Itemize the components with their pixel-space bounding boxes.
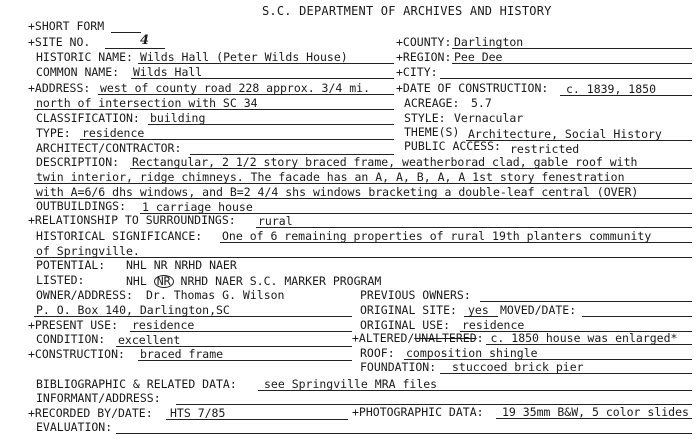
moved-date-label: MOVED/DATE: [500, 303, 577, 317]
evaluation-rule [116, 433, 692, 434]
unaltered-struck: UNALTERED [414, 331, 477, 345]
informant-label: INFORMANT/ADDRESS: [36, 391, 161, 405]
present-use-rule [130, 331, 352, 332]
historic-name-rule [138, 63, 394, 64]
owner-line1: Dr. Thomas G. Wilson [146, 288, 285, 302]
original-site-label: ORIGINAL SITE: [360, 303, 457, 317]
public-access-value: restricted [510, 142, 580, 156]
photographic-data-label: +PHOTOGRAPHIC DATA: [352, 405, 484, 419]
county-rule [452, 48, 692, 49]
potential-options: NHL NR NRHD NAER [126, 258, 237, 272]
classification-value: building [150, 111, 206, 125]
photographic-data-value: 19 35mm B&W, 5 color slides [502, 405, 689, 419]
description-label: DESCRIPTION: [36, 155, 120, 169]
region-value: Pee Dee [454, 50, 503, 64]
themes-label: THEME(S) [404, 125, 460, 139]
county-label: +COUNTY: [396, 35, 452, 49]
historical-significance-line2: of Springville. [36, 244, 140, 258]
outbuildings-value: 1 carriage house [142, 200, 253, 214]
original-site-rule [464, 316, 498, 317]
region-rule [452, 63, 692, 64]
historical-significance-label: HISTORICAL SIGNIFICANCE: [36, 229, 203, 243]
moved-date-rule [582, 316, 692, 317]
county-value: Darlington [454, 35, 524, 49]
roof-value: composition shingle [406, 346, 538, 360]
address-label: +ADDRESS: [28, 81, 91, 95]
altered-value: c. 1850 house was enlarged* [490, 331, 678, 345]
listed-options [126, 275, 381, 288]
region-label: +REGION: [396, 50, 452, 64]
style-value: Vernacular [454, 111, 524, 125]
common-name-rule [131, 78, 394, 79]
description-line3: with A=6/6 dhs windows, and B=2 4/4 shs windows bracketing a double-leaf central (OVER) [36, 185, 639, 199]
description-rule-1 [130, 168, 692, 169]
date-of-construction-value: c. 1839, 1850 [566, 82, 657, 96]
historic-name-label: HISTORIC NAME: [36, 50, 133, 64]
altered-label: +ALTERED/ [352, 331, 415, 345]
recorded-by-label: +RECORDED BY/DATE: [28, 406, 153, 420]
bibliographic-rule [258, 390, 692, 391]
listed-label: LISTED: [36, 273, 85, 287]
historic-name-value: Wilds Hall (Peter Wilds House) [140, 50, 348, 64]
relationship-value: rural [258, 214, 293, 228]
foundation-label: FOUNDATION: [360, 360, 437, 374]
acreage-value: 5.7 [471, 96, 492, 110]
city-rule [440, 78, 692, 79]
type-value: residence [82, 126, 145, 140]
original-use-label: ORIGINAL USE: [360, 318, 451, 332]
site-no-value: 4 [140, 33, 150, 48]
listed-option-nr-circled: NR [154, 275, 174, 288]
bibliographic-label: BIBLIOGRAPHIC & RELATED DATA: [36, 377, 237, 391]
original-site-value: yes [468, 303, 489, 317]
construction-label: +CONSTRUCTION: [28, 347, 125, 361]
site-no-rule [105, 48, 165, 49]
description-line1: Rectangular, 2 1/2 story braced frame, weatherborad clad, gable roof with [132, 155, 638, 169]
short-form-label: +SHORT FORM [28, 19, 105, 33]
roof-label: ROOF: [360, 346, 395, 360]
present-use-label: +PRESENT USE: [28, 318, 119, 332]
site-no-label: +SITE NO. [28, 35, 91, 49]
public-access-label: PUBLIC ACCESS: [404, 139, 501, 153]
photographic-data-rule [496, 418, 692, 419]
relationship-rule [256, 227, 692, 228]
recorded-by-value: HTS 7/85 [170, 406, 226, 420]
architect-label: ARCHITECT/CONTRACTOR: [36, 141, 182, 155]
listed-option-rest: NRHD NAER S.C. MARKER PROGRAM [180, 274, 382, 288]
classification-label: CLASSIFICATION: [36, 111, 140, 125]
city-label: +CITY: [396, 65, 438, 79]
address-rule-2 [34, 109, 394, 110]
relationship-label: +RELATIONSHIP TO SURROUNDINGS: [28, 213, 236, 227]
address-rule-1 [98, 94, 394, 95]
themes-value: Architecture, Social History [468, 127, 662, 141]
original-use-value: residence [462, 318, 525, 332]
page-title: S.C. DEPARTMENT OF ARCHIVES AND HISTORY [262, 4, 552, 18]
description-line2: twin interior, ridge chimneys. The facade has an A, A, B, A, A 1st story fenestration [36, 170, 625, 184]
type-label: TYPE: [36, 126, 71, 140]
owner-label: OWNER/ADDRESS: [36, 288, 133, 302]
description-rule-3 [34, 198, 692, 199]
bibliographic-value: see Springville MRA files [264, 377, 438, 391]
previous-owners-rule [480, 301, 692, 302]
present-use-value: residence [132, 318, 195, 332]
description-rule-2 [34, 183, 692, 184]
evaluation-label: EVALUATION: [36, 420, 113, 434]
foundation-rule [440, 373, 692, 374]
altered-rule [486, 344, 692, 345]
short-form-rule [111, 32, 141, 33]
acreage-label: ACREAGE: [404, 96, 460, 110]
foundation-value: stuccoed brick pier [452, 360, 584, 374]
construction-rule [138, 360, 352, 361]
potential-label: POTENTIAL: [36, 258, 106, 272]
address-value-line1: west of county road 228 approx. 3/4 mi. [100, 81, 371, 95]
listed-option-nhl: NHL [126, 274, 147, 288]
address-value-line2: north of intersection with SC 34 [36, 96, 258, 110]
historical-significance-line1: One of 6 remaining properties of rural 19th planters community [222, 229, 652, 243]
common-name-label: COMMON NAME: [36, 65, 120, 79]
date-of-construction-label: +DATE OF CONSTRUCTION: [396, 81, 549, 95]
outbuildings-label: OUTBUILDINGS: [36, 199, 127, 213]
condition-value: excellent [118, 333, 181, 347]
owner-line2: P. O. Box 140, Darlington,SC [36, 303, 230, 317]
owner-rule-2 [34, 316, 352, 317]
type-rule [80, 139, 394, 140]
date-of-construction-rule [560, 95, 692, 96]
construction-value: braced frame [140, 347, 224, 361]
previous-owners-label: PREVIOUS OWNERS: [360, 288, 471, 302]
condition-label: CONDITION: [36, 332, 106, 346]
common-name-value: Wilds Hall [133, 65, 203, 79]
style-label: STYLE: [404, 111, 446, 125]
classification-rule [148, 124, 394, 125]
historical-significance-rule-1 [220, 242, 692, 243]
recorded-by-rule [166, 419, 348, 420]
altered-field: +ALTERED/UNALTERED: c. 1850 house was enlarged* [352, 331, 678, 345]
